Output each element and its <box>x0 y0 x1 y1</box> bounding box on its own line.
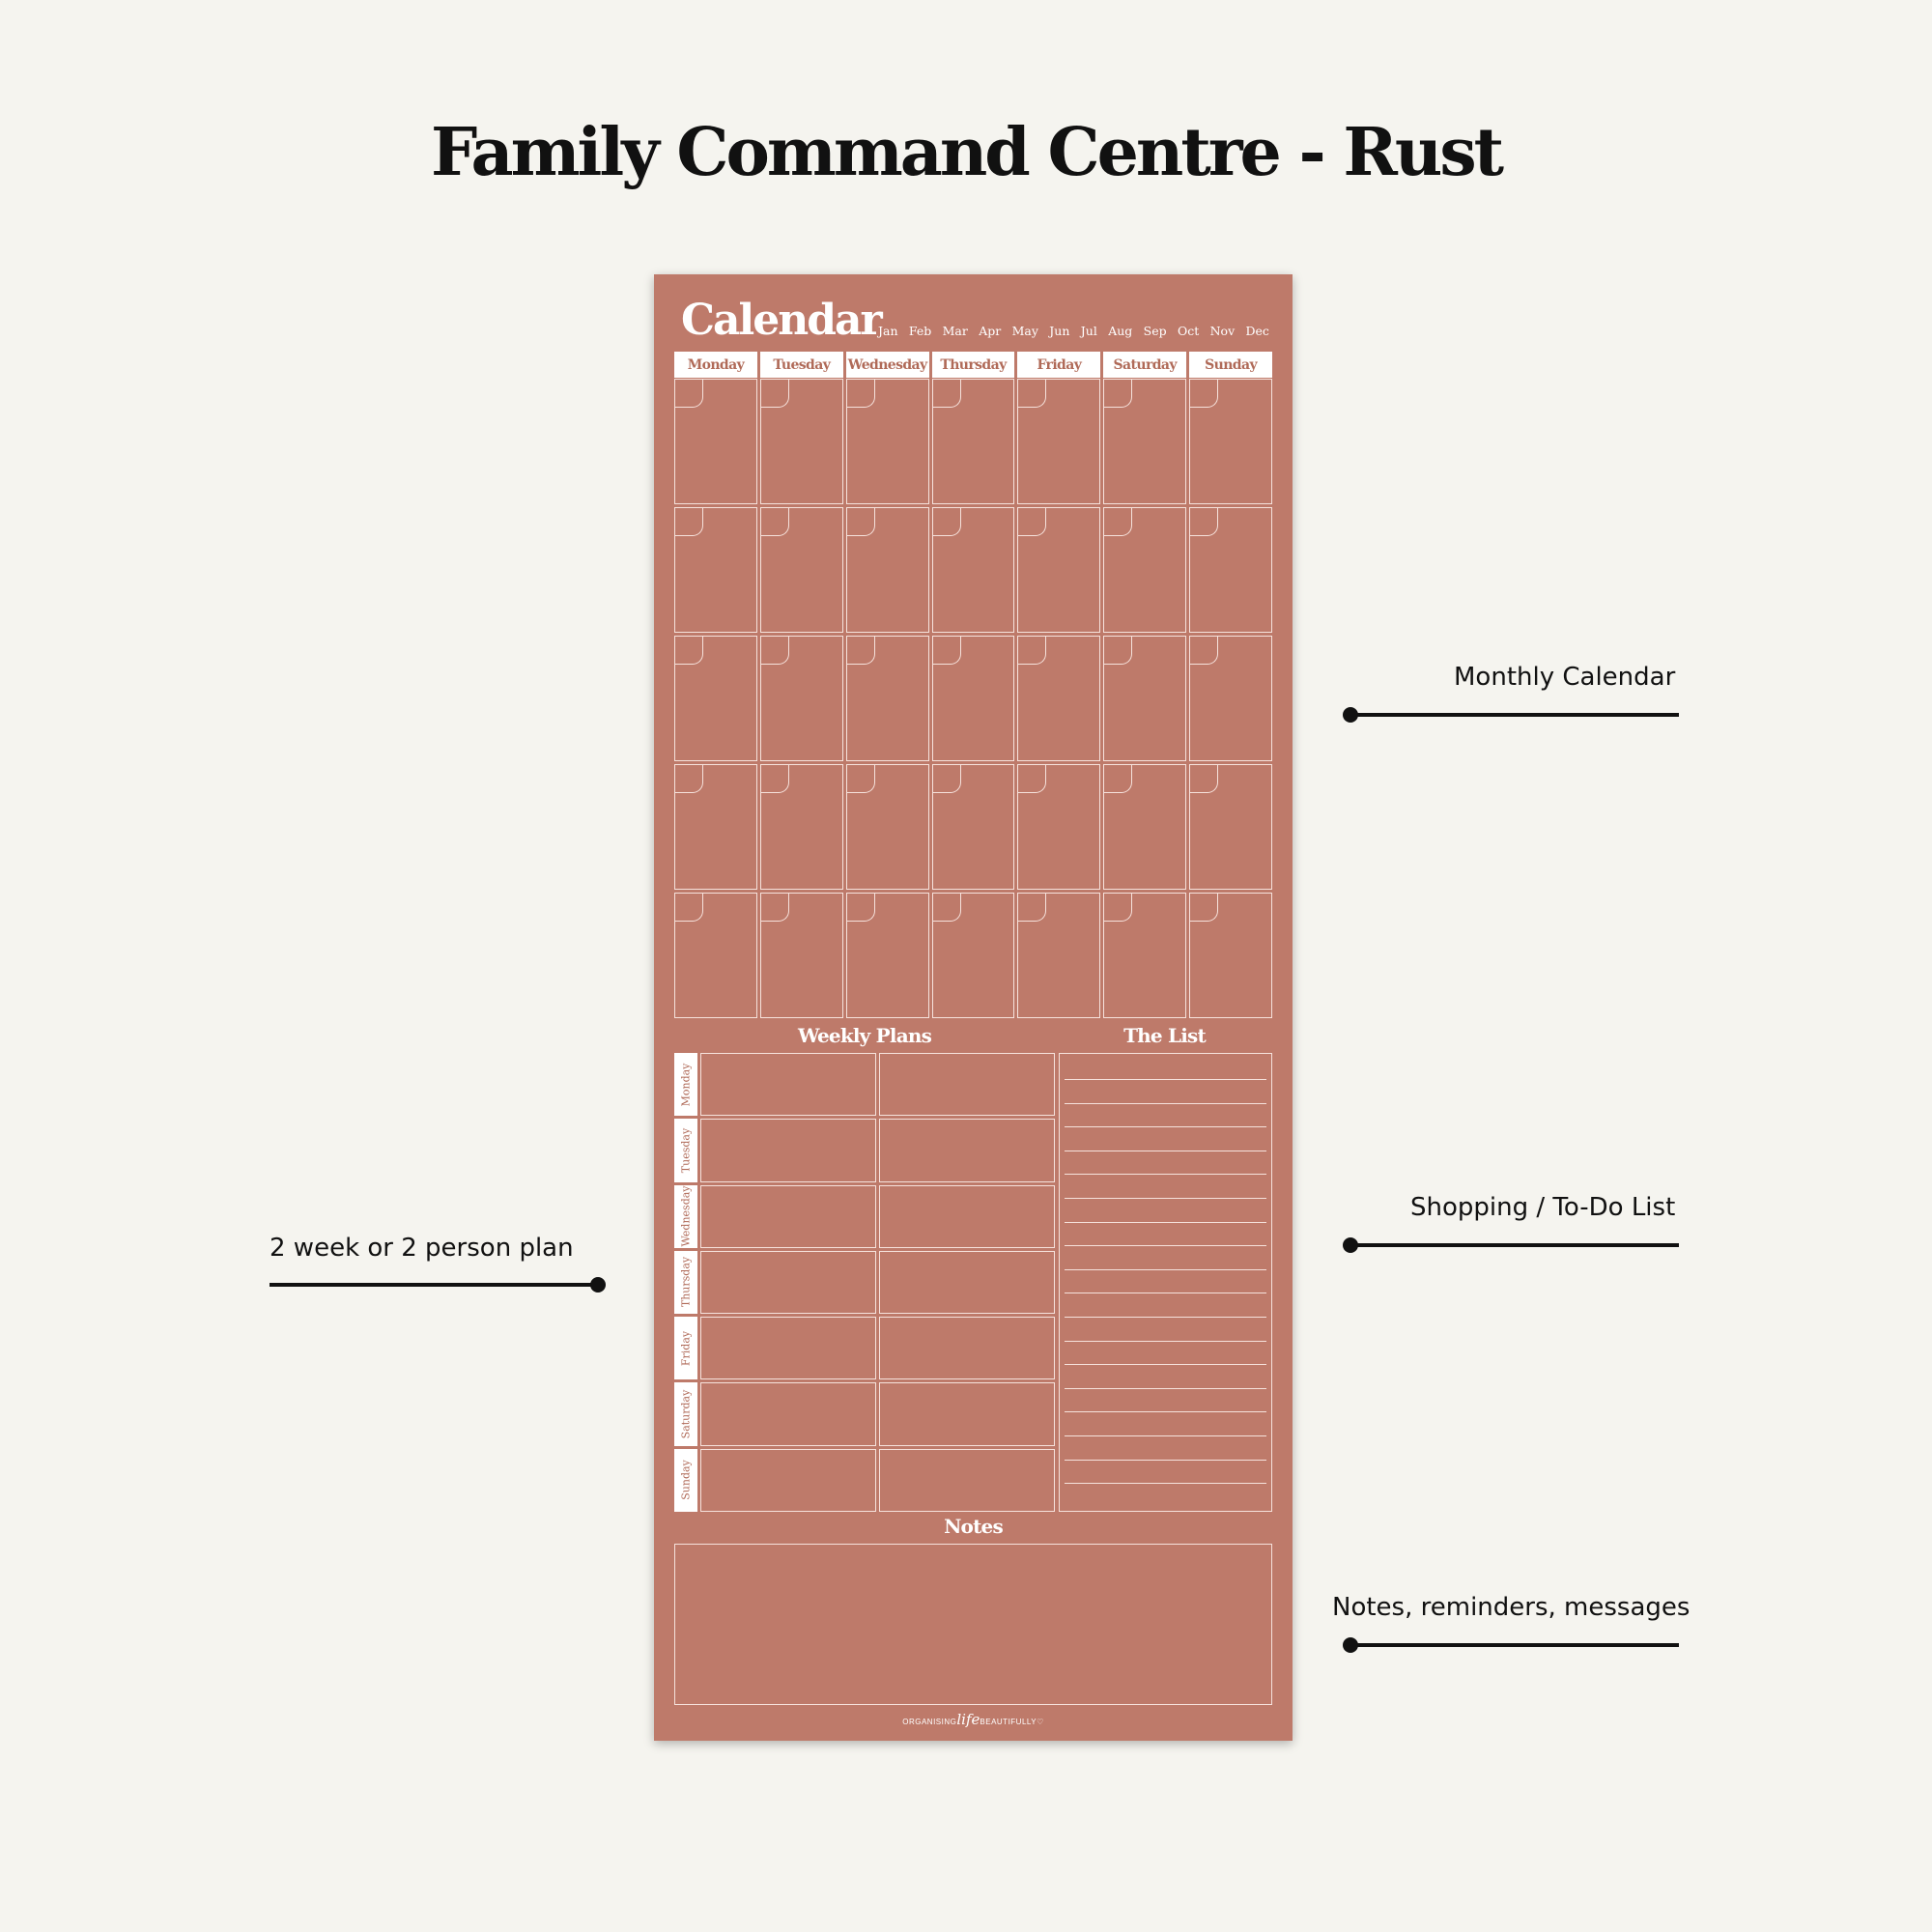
weekly-day-label <box>674 1251 697 1314</box>
month-label: May <box>1011 324 1038 338</box>
date-tab <box>847 380 875 408</box>
brand-logo <box>654 1711 1293 1728</box>
calendar-cell <box>846 507 929 633</box>
calendar-cell <box>932 379 1015 504</box>
weekly-box <box>879 1251 1055 1314</box>
day-header-monday: Monday <box>674 352 757 378</box>
calendar-cell <box>760 893 843 1018</box>
month-label: Jan <box>878 324 898 338</box>
date-tab <box>1104 508 1132 536</box>
calendar-cell <box>1189 379 1272 504</box>
weekly-box <box>700 1053 876 1116</box>
weekly-row <box>674 1185 1055 1248</box>
calendar-cell <box>674 379 757 504</box>
command-centre-poster <box>654 274 1293 1741</box>
calendar-cell <box>1103 893 1186 1018</box>
weekly-box <box>879 1317 1055 1379</box>
list-line <box>1065 1269 1266 1270</box>
list-line <box>1065 1317 1266 1318</box>
list-line <box>1065 1411 1266 1412</box>
date-tab <box>1018 765 1046 793</box>
the-list-box <box>1059 1053 1272 1512</box>
callout-notes-line <box>1350 1643 1679 1647</box>
date-tab <box>761 637 789 665</box>
day-header-tuesday: Tuesday <box>760 352 843 378</box>
weekly-box <box>700 1382 876 1445</box>
date-tab <box>847 765 875 793</box>
calendar-cell <box>1017 764 1100 890</box>
month-label: Oct <box>1177 324 1200 338</box>
calendar-cell <box>846 893 929 1018</box>
date-tab <box>933 894 961 922</box>
weekly-day-label <box>674 1317 697 1379</box>
month-label: Sep <box>1143 324 1167 338</box>
date-tab <box>1018 637 1046 665</box>
brand-text-middle: life <box>956 1711 980 1728</box>
date-tab <box>1190 508 1218 536</box>
calendar-cell <box>760 636 843 761</box>
weekly-day-text: Thursday <box>679 1257 693 1308</box>
weekly-plans-heading: Weekly Plans <box>797 1024 932 1047</box>
date-tab <box>675 380 703 408</box>
calendar-cell <box>1017 893 1100 1018</box>
list-line <box>1065 1222 1266 1223</box>
weekly-day-text: Tuesday <box>679 1127 693 1174</box>
callout-plan-label: 2 week or 2 person plan <box>270 1234 574 1263</box>
list-line <box>1065 1174 1266 1175</box>
month-label: Feb <box>908 324 932 338</box>
weekly-box <box>879 1119 1055 1181</box>
calendar-cell <box>1189 893 1272 1018</box>
callout-monthly-label: Monthly Calendar <box>1454 663 1676 692</box>
notes-heading: Notes <box>944 1515 1003 1538</box>
brand-text-right: BEAUTIFULLY♡ <box>980 1718 1044 1726</box>
month-list <box>878 324 1269 338</box>
list-line <box>1065 1483 1266 1484</box>
weekly-day-text: Friday <box>679 1330 693 1366</box>
weekly-box <box>700 1317 876 1379</box>
weekly-day-label <box>674 1382 697 1445</box>
date-tab <box>675 894 703 922</box>
brand-text-left: ORGANISING <box>902 1718 957 1726</box>
list-line <box>1065 1079 1266 1080</box>
day-header-wednesday: Wednesday <box>846 352 929 378</box>
date-tab <box>1018 380 1046 408</box>
date-tab <box>675 637 703 665</box>
calendar-cell <box>1017 379 1100 504</box>
date-tab <box>847 637 875 665</box>
date-tab <box>933 637 961 665</box>
list-line <box>1065 1103 1266 1104</box>
weekly-day-text: Monday <box>679 1063 693 1107</box>
calendar-cell <box>1103 636 1186 761</box>
weekly-box <box>879 1185 1055 1248</box>
weekly-day-text: Saturday <box>679 1389 693 1439</box>
weekly-day-label <box>674 1119 697 1181</box>
month-label: Nov <box>1209 324 1236 338</box>
callout-shopping-label: Shopping / To-Do List <box>1410 1193 1676 1222</box>
calendar-cell <box>846 764 929 890</box>
date-tab <box>1104 894 1132 922</box>
weekly-row <box>674 1382 1055 1445</box>
date-tab <box>761 765 789 793</box>
calendar-cell <box>674 507 757 633</box>
weekly-row <box>674 1251 1055 1314</box>
weekly-box <box>879 1382 1055 1445</box>
day-header-sunday: Sunday <box>1189 352 1272 378</box>
weekly-row <box>674 1053 1055 1116</box>
date-tab <box>761 380 789 408</box>
date-tab <box>1190 894 1218 922</box>
date-tab <box>847 894 875 922</box>
page-title: Family Command Centre - Rust <box>430 114 1502 191</box>
date-tab <box>1018 894 1046 922</box>
month-label: Jul <box>1080 324 1097 338</box>
calendar-heading: Calendar <box>681 296 881 345</box>
calendar-grid <box>674 379 1272 1018</box>
callout-monthly-line <box>1350 713 1679 717</box>
weekly-box <box>879 1053 1055 1116</box>
callout-plan-dot <box>590 1277 606 1293</box>
calendar-cell <box>760 764 843 890</box>
date-tab <box>675 765 703 793</box>
calendar-cell <box>932 507 1015 633</box>
list-line <box>1065 1126 1266 1127</box>
date-tab <box>1104 380 1132 408</box>
month-label: Dec <box>1245 324 1269 338</box>
list-line <box>1065 1435 1266 1436</box>
list-line <box>1065 1198 1266 1199</box>
list-line <box>1065 1341 1266 1342</box>
date-tab <box>1104 765 1132 793</box>
date-tab <box>1104 637 1132 665</box>
calendar-cell <box>932 893 1015 1018</box>
the-list-heading: The List <box>1123 1024 1206 1047</box>
calendar-cell <box>846 636 929 761</box>
weekly-box <box>700 1251 876 1314</box>
calendar-cell <box>760 379 843 504</box>
list-line <box>1065 1364 1266 1365</box>
calendar-cell <box>1103 507 1186 633</box>
weekly-row <box>674 1119 1055 1181</box>
date-tab <box>761 894 789 922</box>
callout-notes-label: Notes, reminders, messages <box>1332 1593 1690 1622</box>
calendar-cell <box>1189 507 1272 633</box>
weekly-row <box>674 1317 1055 1379</box>
weekly-day-text: Wednesday <box>679 1185 693 1247</box>
calendar-cell <box>1017 636 1100 761</box>
date-tab <box>1190 380 1218 408</box>
day-header-friday: Friday <box>1017 352 1100 378</box>
calendar-cell <box>932 636 1015 761</box>
date-tab <box>761 508 789 536</box>
calendar-cell <box>932 764 1015 890</box>
date-tab <box>1190 637 1218 665</box>
weekly-day-label <box>674 1053 697 1116</box>
weekly-plans <box>674 1053 1055 1512</box>
date-tab <box>933 508 961 536</box>
calendar-cell <box>1103 764 1186 890</box>
month-label: Mar <box>942 324 968 338</box>
day-header-thursday: Thursday <box>932 352 1015 378</box>
calendar-cell <box>1017 507 1100 633</box>
calendar-cell <box>674 893 757 1018</box>
callout-shopping-line <box>1350 1243 1679 1247</box>
calendar-cell <box>846 379 929 504</box>
calendar-day-header <box>674 352 1272 378</box>
calendar-cell <box>674 764 757 890</box>
weekly-row <box>674 1449 1055 1512</box>
weekly-day-label <box>674 1185 697 1248</box>
month-label: Apr <box>979 324 1002 338</box>
date-tab <box>847 508 875 536</box>
date-tab <box>675 508 703 536</box>
list-line <box>1065 1460 1266 1461</box>
day-header-saturday: Saturday <box>1103 352 1186 378</box>
calendar-cell <box>1189 636 1272 761</box>
weekly-box <box>700 1449 876 1512</box>
weekly-box <box>879 1449 1055 1512</box>
list-line <box>1065 1388 1266 1389</box>
calendar-cell <box>1189 764 1272 890</box>
calendar-cell <box>674 636 757 761</box>
notes-box <box>674 1544 1272 1705</box>
weekly-day-label <box>674 1449 697 1512</box>
date-tab <box>933 765 961 793</box>
weekly-box <box>700 1185 876 1248</box>
weekly-box <box>700 1119 876 1181</box>
weekly-day-text: Sunday <box>679 1460 693 1501</box>
callout-plan-line <box>270 1283 598 1287</box>
calendar-cell <box>1103 379 1186 504</box>
calendar-cell <box>760 507 843 633</box>
month-label: Aug <box>1108 324 1133 338</box>
date-tab <box>1190 765 1218 793</box>
date-tab <box>933 380 961 408</box>
date-tab <box>1018 508 1046 536</box>
list-line <box>1065 1245 1266 1246</box>
month-label: Jun <box>1049 324 1070 338</box>
